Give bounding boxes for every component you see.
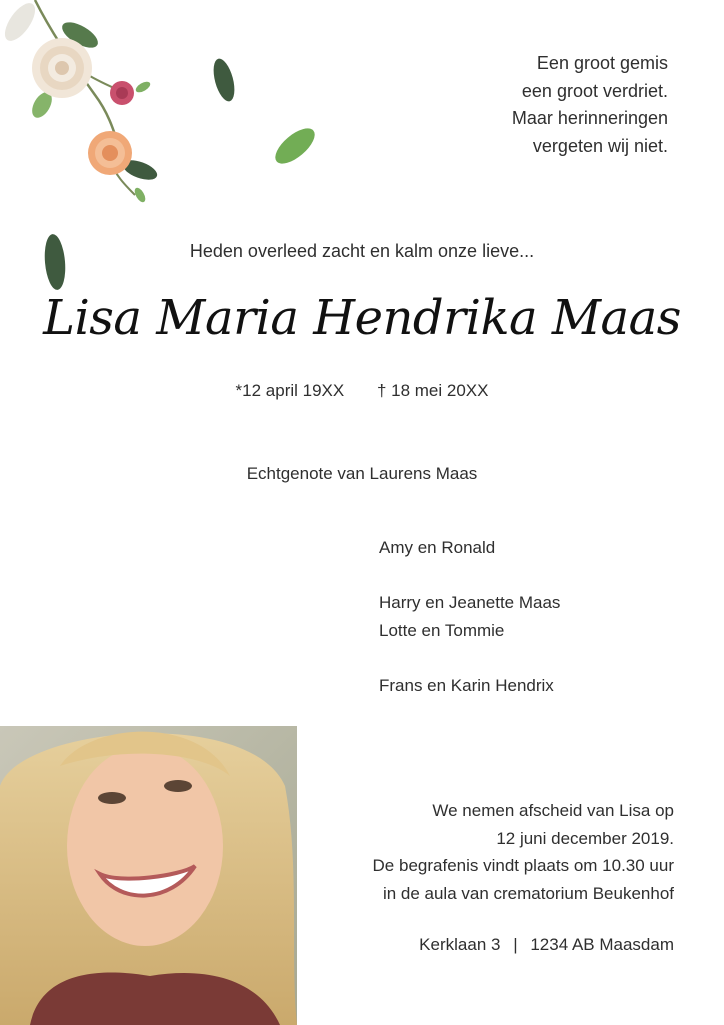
portrait-photo (0, 726, 297, 1025)
birth-date: *12 april 19XX (235, 381, 345, 400)
ceremony-info (373, 797, 674, 907)
leaf-icon (270, 122, 321, 170)
family-member: Amy en Ronald (379, 538, 496, 557)
address-city: 1234 AB Maasdam (530, 935, 674, 954)
deceased-name: Lisa Maria Hendrika Maas (43, 290, 681, 346)
intro-text: Heden overleed zacht en kalm onze lieve... (189, 241, 535, 261)
ceremony-line: in de aula van crematorium Beukenhof (382, 883, 674, 903)
life-dates (0, 381, 724, 401)
spouse-line: Echtgenote van Laurens Maas (246, 464, 478, 483)
peach-rose-icon (88, 131, 132, 175)
ceremony-line: De begrafenis vindt plaats om 10.30 uur (372, 856, 674, 875)
poem-line: een groot verdriet. (521, 80, 668, 101)
poem (512, 50, 668, 160)
pink-rose-icon (110, 81, 134, 105)
death-date: † 18 mei 20XX (376, 381, 489, 400)
address-street: Kerklaan 3 (419, 935, 501, 954)
family-member: Frans en Karin Hendrix (379, 675, 554, 695)
family-member: Harry en Jeanette Maas (379, 593, 561, 612)
cream-rose-icon (32, 38, 92, 98)
ceremony-line: We nemen afscheid van Lisa op (432, 801, 674, 820)
poem-line: Een groot gemis (536, 53, 668, 73)
address-separator: | (513, 935, 518, 954)
leaf-icon (210, 56, 239, 103)
poem-line: Maar herinneringen (511, 108, 668, 128)
family-list (379, 534, 560, 699)
poem-line: vergeten wij niet. (532, 135, 668, 156)
address (419, 935, 674, 955)
ceremony-line: 12 juni december 2019. (496, 828, 674, 848)
family-member: Lotte en Tommie (379, 620, 505, 640)
